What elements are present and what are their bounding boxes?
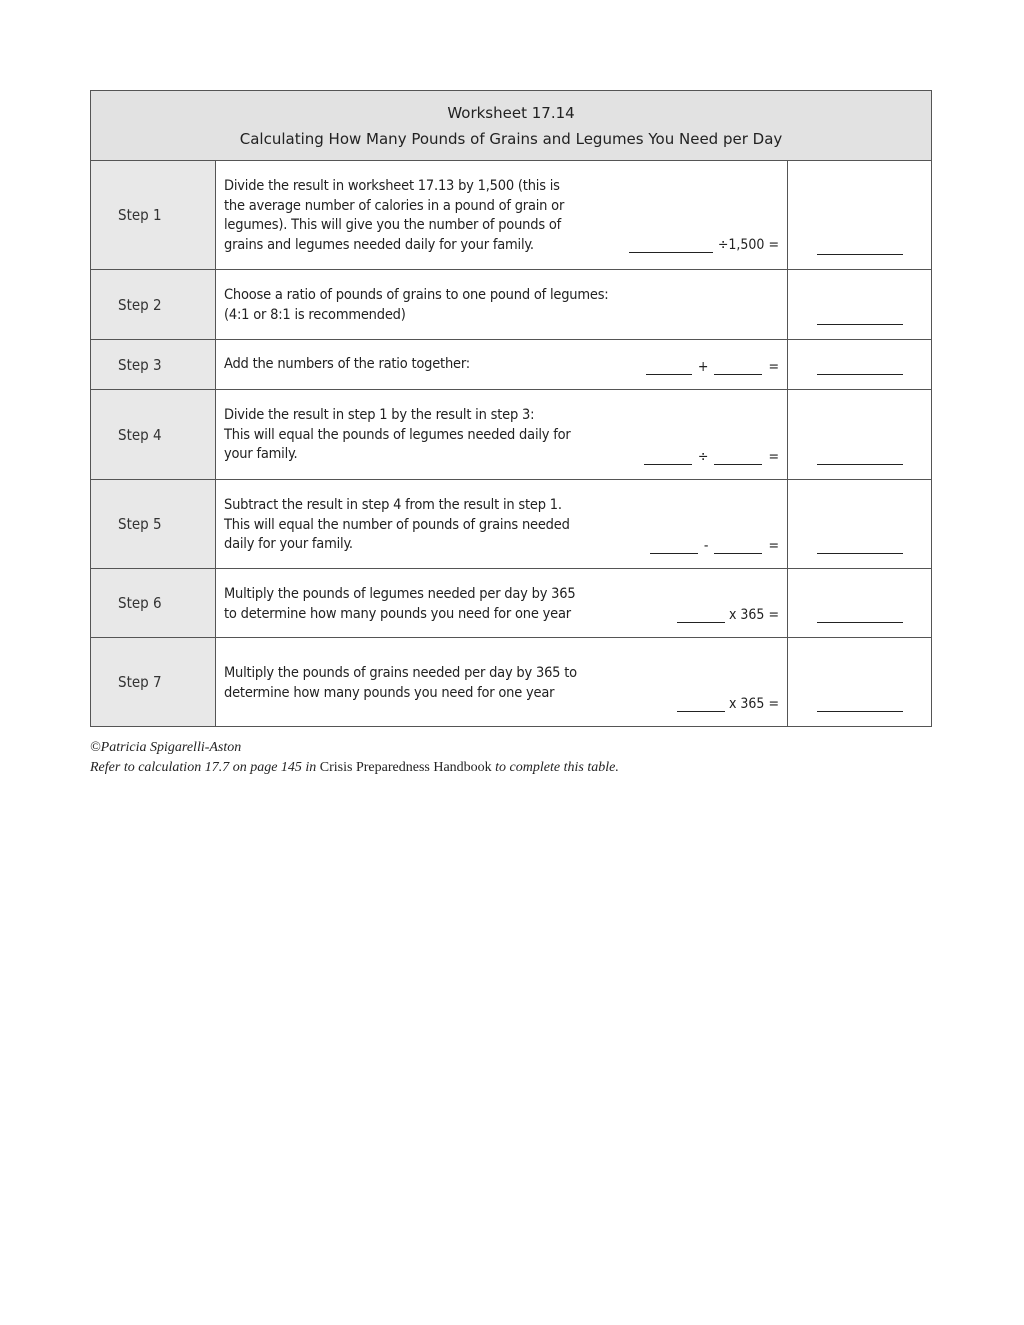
step-description: Add the numbers of the ratio together: xyxy=(224,356,470,372)
step-description: Choose a ratio of pounds of grains to one pound of legumes: (4:1 or 8:1 is recommended) xyxy=(224,287,609,323)
step-label-cell xyxy=(91,638,216,727)
step-description-cell xyxy=(216,340,788,390)
step-label: Step 7 xyxy=(118,673,162,691)
formula-operator: ÷ xyxy=(697,449,709,465)
result-blank[interactable] xyxy=(817,711,903,712)
result-blank[interactable] xyxy=(817,324,903,325)
result-cell xyxy=(788,480,932,569)
step-label: Step 5 xyxy=(118,515,162,533)
input-blank[interactable] xyxy=(646,360,692,375)
step-formula xyxy=(644,449,779,465)
worksheet-title: Calculating How Many Pounds of Grains and Legumes You Need per Day xyxy=(239,129,783,148)
result-cell xyxy=(788,638,932,727)
step-formula xyxy=(629,237,779,253)
step-label: Step 2 xyxy=(118,295,162,314)
step-label: Step 4 xyxy=(118,425,162,444)
input-blank[interactable] xyxy=(714,450,762,465)
formula-equals: = xyxy=(768,538,779,554)
table-row xyxy=(91,270,932,340)
worksheet-number: Worksheet 17.14 xyxy=(447,103,575,122)
table-row xyxy=(91,638,932,727)
table-row xyxy=(91,161,932,270)
step-label: Step 1 xyxy=(118,206,162,224)
reference-note xyxy=(90,758,619,778)
result-cell xyxy=(788,161,932,270)
input-blank[interactable] xyxy=(650,539,698,554)
step-label: Step 3 xyxy=(118,355,162,374)
result-blank[interactable] xyxy=(817,254,903,255)
step-description-cell xyxy=(216,390,788,480)
step-description: Subtract the result in step 4 from the result in step 1. This will equal the number of pounds of grains needed daily for your family. xyxy=(224,497,570,553)
step-description-cell xyxy=(216,638,788,727)
book-title: Crisis Preparedness Handbook xyxy=(319,760,492,775)
step-label-cell xyxy=(91,270,216,340)
formula-equals: = xyxy=(768,449,779,465)
input-blank[interactable] xyxy=(677,697,725,712)
step-label-cell xyxy=(91,340,216,390)
formula-operator: - xyxy=(703,538,709,554)
table-row xyxy=(91,340,932,390)
formula-text: x 365 = xyxy=(728,696,779,712)
worksheet-table xyxy=(90,90,932,727)
step-description-cell xyxy=(216,270,788,340)
input-blank[interactable] xyxy=(714,360,762,375)
table-row xyxy=(91,480,932,569)
step-description-cell xyxy=(216,161,788,270)
step-formula xyxy=(677,696,779,712)
formula-operator: + xyxy=(697,359,709,375)
step-formula xyxy=(677,607,779,623)
input-blank[interactable] xyxy=(714,539,762,554)
input-blank[interactable] xyxy=(644,450,692,465)
input-blank[interactable] xyxy=(629,238,713,253)
result-cell xyxy=(788,340,932,390)
step-description: Divide the result in step 1 by the result in step 3: This will equal the pounds of legumes needed daily for your family. xyxy=(224,407,571,463)
formula-equals: = xyxy=(768,359,779,375)
step-label-cell xyxy=(91,569,216,638)
result-cell xyxy=(788,569,932,638)
step-description-cell xyxy=(216,480,788,569)
step-formula xyxy=(646,359,779,375)
worksheet xyxy=(90,90,931,727)
step-description-cell xyxy=(216,569,788,638)
result-blank[interactable] xyxy=(817,553,903,554)
step-label-cell xyxy=(91,161,216,270)
step-description: Divide the result in worksheet 17.13 by 1,500 (this is the average number of calories in a pound of grain or legumes). This will give you the number of pounds of grains and legumes needed daily for your family. xyxy=(224,178,565,254)
result-cell xyxy=(788,390,932,480)
copyright-notice xyxy=(90,738,619,758)
formula-text: x 365 = xyxy=(728,607,779,623)
input-blank[interactable] xyxy=(677,608,725,623)
step-label-cell xyxy=(91,390,216,480)
note-prefix: Refer to calculation 17.7 on page 145 in xyxy=(90,760,320,775)
worksheet-header xyxy=(91,91,932,161)
table-row xyxy=(91,569,932,638)
footer xyxy=(90,738,619,778)
step-description: Multiply the pounds of legumes needed per day by 365 to determine how many pounds you need for one year xyxy=(224,586,576,622)
step-description: Multiply the pounds of grains needed per day by 365 to determine how many pounds you need for one year xyxy=(224,665,577,701)
result-cell xyxy=(788,270,932,340)
note-suffix: to complete this table. xyxy=(491,760,619,775)
step-label: Step 6 xyxy=(118,594,162,612)
result-blank[interactable] xyxy=(817,464,903,465)
step-formula xyxy=(650,538,779,554)
formula-text: ÷1,500 = xyxy=(717,237,779,253)
result-blank[interactable] xyxy=(817,622,903,623)
step-label-cell xyxy=(91,480,216,569)
copyright-text: ©Patricia Spigarelli-Aston xyxy=(90,740,242,755)
result-blank[interactable] xyxy=(817,374,903,375)
table-row xyxy=(91,390,932,480)
